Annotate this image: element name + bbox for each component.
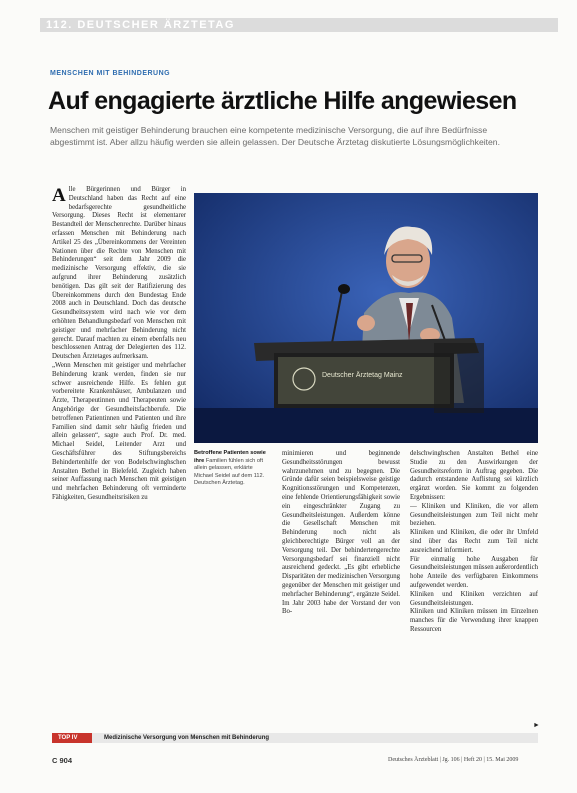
paragraph-text: lle Bürgerinnen und Bürger in Deutschland haben das Recht auf eine bedarfsgerechte gesundheitliche Versorgung. Dieses Recht ist elementarer Bestandteil der Menschenrechte. Darüber hinaus erfassen Menschen mit Behinderung nach Artikel 25 des „Übereinkommens der Vereinten Nationen über die Rechte von Menschen mit Behinderungen“ seit dem Jahr 2009 die medizinische Versorgung effektiv, die sie aufgrund ihrer Behinderung zusätzlich benötigen. Das gilt seit der Ratifizierung des Übereinkommens durch den Bundestag Ende 2008 auch in Deutschland. Doch das deutsche Gesundheitssystem wird nach wie vor dem erhöhten Behandlungsbedarf von Menschen mit geistiger und mehrfacher Behinderung nicht gerecht. Darauf machten zu einem ebenfalls neu beschlossenen Antrag der Delegierten des 112. Deutschen Ärztetages aufmerksam.	[52, 186, 186, 361]
article-photo	[194, 193, 538, 443]
paragraph: Kliniken und Kliniken, die oder ihr Umfeld sind über das Recht zum Teil nicht ausreichend informiert.	[410, 529, 538, 554]
speaker-photo	[194, 193, 538, 443]
topic-badge: TOP IV	[52, 733, 92, 743]
paragraph	[52, 186, 186, 362]
dropcap: A	[52, 186, 66, 206]
lectern-label: Deutscher Ärztetag Mainz	[322, 372, 403, 379]
paragraph: minimieren und beginnende Gesundheitsstörungen bewusst wahrzunehmen und zu begegnen. Die Gründe dafür seien beispielsweise geistige Kognitionsstörungen und Kompetenzen, eine fehlende Orientierungsfähigkeit sowie ein eingeschränkter Zugang zu Gesundheitsleistungen. Außerdem könne die Gesellschaft Menschen mit Behinderung noch nicht als gleichberechtigte Bürger voll an der Versorgung teil. Der behindertengerechte Versorgungsbedarf sei finanziell nicht ausreichend gedeckt. „Es gibt erhebliche Disparitäten der medizinischen Versorgung gegenüber der Menschen mit geistiger und mehrfacher Behinderung“, ergänzte Seidel. Im Jahr 2003 habe der Vorstand der von Bo-	[282, 450, 400, 616]
paragraph: Kliniken und Kliniken verzichten auf Gesundheitsleistungen.	[410, 590, 538, 607]
section-title: 112. DEUTSCHER ÄRZTETAG	[46, 19, 235, 31]
caption-text: Familien fühlen sich oft allein gelassen, erklärte Michael Seidel auf dem 112. Deutschen Ärztetag.	[194, 457, 265, 486]
paragraph: Kliniken und Kliniken müssen im Einzelnen manches für die Verwendung ihrer knappen Ressourcen	[410, 608, 538, 633]
section-header-bar	[40, 18, 558, 32]
continue-arrow-icon: ►	[533, 722, 540, 729]
paragraph: Für einmalig hohe Ausgaben für Gesundheitsleistungen müssen außerordentlich hohe Anteile des verfügbaren Einkommens aufgewendet werden.	[410, 555, 538, 589]
paragraph: delschwinghschen Anstalten Bethel eine Studie zu den Auswirkungen der Gesundheitsreform in Auftrag gegeben. Die dadurch entstandene Auflistung sei kürzlich ergänzt worden. Sie kommt zu folgenden Ergebnissen:	[410, 450, 538, 501]
article-headline: Auf engagierte ärztliche Hilfe angewiesen	[48, 87, 517, 115]
paragraph: — Kliniken und Kliniken, die vor allem Gesundheitsleistungen zum Teil nicht mehr beziehen.	[410, 502, 538, 528]
article-column-left	[52, 186, 186, 746]
page-number: C 904	[52, 756, 73, 765]
photo-caption	[194, 450, 272, 488]
paragraph: „Wenn Menschen mit geistiger und mehrfacher Behinderung krank werden, finden sie nur schwer ausreichende Hilfe. Es fehlen gut vorbereitete Krankenhäuser, Ambulanzen und Ärzte, Therapeutinnen und Therapeuten sowie Angehörige der Gesundheitsfachberufe. Die betroffenen Patientinnen und Patienten und ihre Familien sind damit sehr häufig frieden und allein gelassen“, sagte auch Prof. Dr. med. Michael Seidel, Leitender Arzt und Geschäftsführer des Stiftungsbereichs Behindertenhilfe der von Bodelschwinghschen Anstalten Bethel in Bielefeld. Zugleich haben seiner Auffassung nach Menschen mit geistigen und mehrfachen Behinderung oft verminderte Fähigkeiten, Gesundheitsrisiken zu	[52, 361, 186, 501]
article-lead: Menschen mit geistiger Behinderung brauchen eine kompetente medizinische Versorgung, die auf ihre Bedürfnisse abgestimmt ist. Aber allzu häufig werden sie allein gelassen. Der Deutsche Ärztetag diskutierte Lösungsmöglichkeiten.	[50, 125, 500, 147]
topic-bar	[52, 733, 538, 743]
article-kicker: MENSCHEN MIT BEHINDERUNG	[50, 70, 171, 77]
caption-bold: Betroffene Patienten sowie ihre	[194, 450, 266, 464]
article-column-right	[410, 450, 538, 760]
article-column-middle	[282, 450, 400, 760]
publication-info: Deutsches Ärzteblatt | Jg. 106 | Heft 20 | 15. Mai 2009	[388, 757, 519, 763]
topic-text: Medizinische Versorgung von Menschen mit Behinderung	[104, 735, 270, 741]
